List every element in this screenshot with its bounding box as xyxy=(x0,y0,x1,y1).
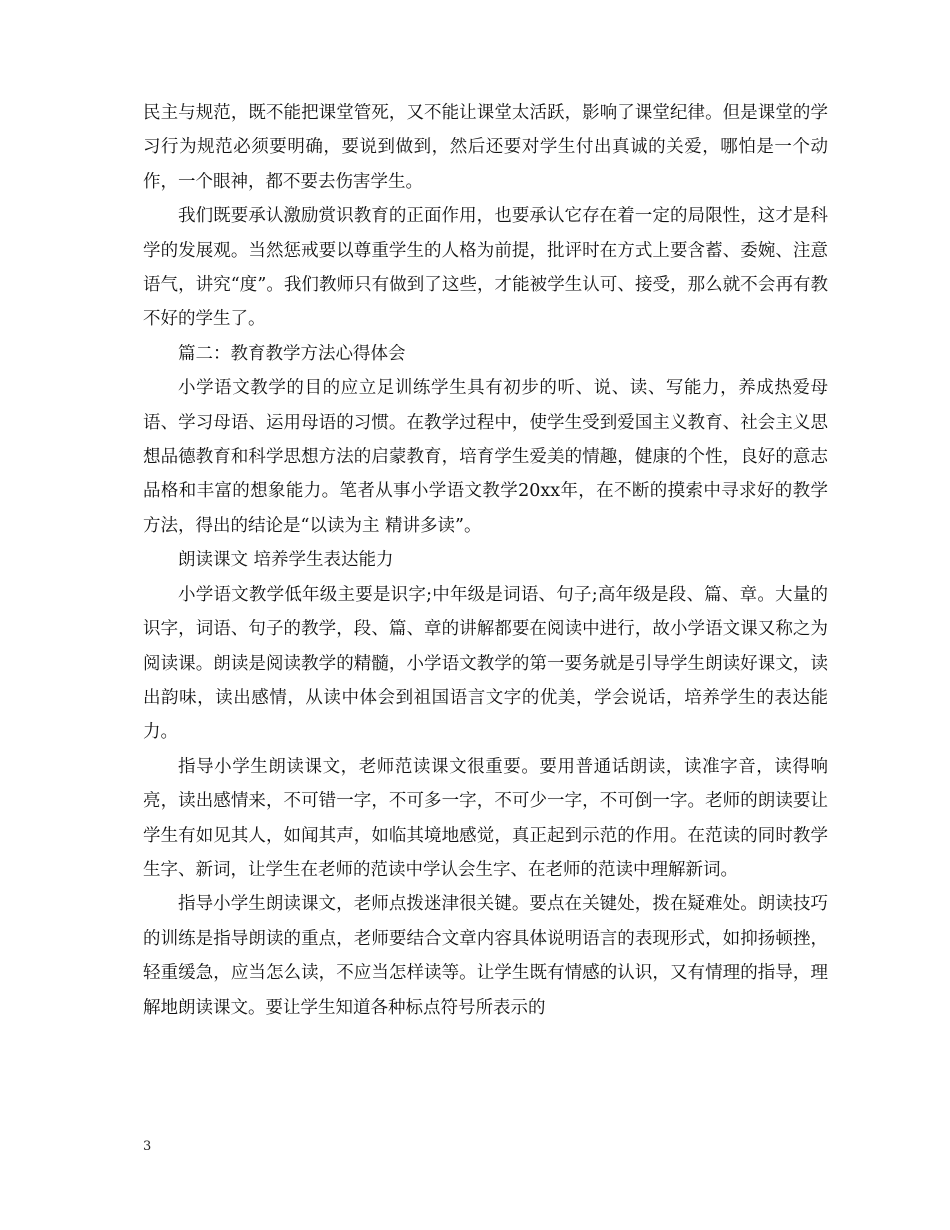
section-heading: 朗读课文 培养学生表达能力 xyxy=(178,550,394,571)
page-number: 3 xyxy=(143,1139,152,1154)
paragraph-continuation: 民主与规范，既不能把课堂管死，又不能让课堂太活跃，影响了课堂纪律。但是课堂的学习行为规范必须要明确，要说到做到，然后还要对学生付出真诚的关爱，哪怕是一个动作，一个眼神，都不要去伤害学生。 xyxy=(143,103,828,192)
paragraph-body: 小学语文教学低年级主要是识字;中年级是词语、句子;高年级是段、篇、章。大量的识字，词语、句子的教学，段、篇、章的讲解都要在阅读中进行，故小学语文课又称之为阅读课。朗读是阅读教学的精髓，小学语文教学的第一要务就是引导学生朗读好课文，读出韵味，读出感情，从读中体会到祖国语言文字的优美，学会说话，培养学生的表达能力。 xyxy=(143,584,828,743)
paragraph-body: 指导小学生朗读课文，老师点拨迷津很关键。要点在关键处，拨在疑难处。朗读技巧的训练是指导朗读的重点，老师要结合文章内容具体说明语言的表现形式，如抑扬顿挫，轻重缓急，应当怎么读，不应当怎样读等。让学生既有情感的认识，又有情理的指导，理解地朗读课文。要让学生知道各种标点符号所表示的 xyxy=(143,894,828,1018)
paragraph-body: 小学语文教学的目的应立足训练学生具有初步的听、说、读、写能力，养成热爱母语、学习母语、运用母语的习惯。在教学过程中，使学生受到爱国主义教育、社会主义思想品德教育和科学思想方法的启蒙教育，培育学生爱美的情趣，健康的个性，良好的意志品格和丰富的想象能力。笔者从事小学语文教学20xx年，在不断的摸索中寻求好的教学方法，得出的结论是“以读为主 精讲多读”。 xyxy=(143,378,828,536)
paragraph-body: 指导小学生朗读课文，老师范读课文很重要。要用普通话朗读，读准字音，读得响亮，读出感情来，不可错一字，不可多一字，不可少一字，不可倒一字。老师的朗读要让学生有如见其人，如闻其声，如临其境地感觉，真正起到示范的作用。在范读的同时教学生字、新词，让学生在老师的范读中学认会生字、在老师的范读中理解新词。 xyxy=(143,756,828,880)
section-heading: 篇二：教育教学方法心得体会 xyxy=(178,343,406,364)
document-page xyxy=(143,96,828,1025)
paragraph-body: 我们既要承认激励赏识教育的正面作用，也要承认它存在着一定的局限性，这才是科学的发展观。当然惩戒要以尊重学生的人格为前提，批评时在方式上要含蓄、委婉、注意语气，讲究“度”。我们教师只有做到了这些，才能被学生认可、接受，那么就不会再有教不好的学生了。 xyxy=(143,206,828,330)
